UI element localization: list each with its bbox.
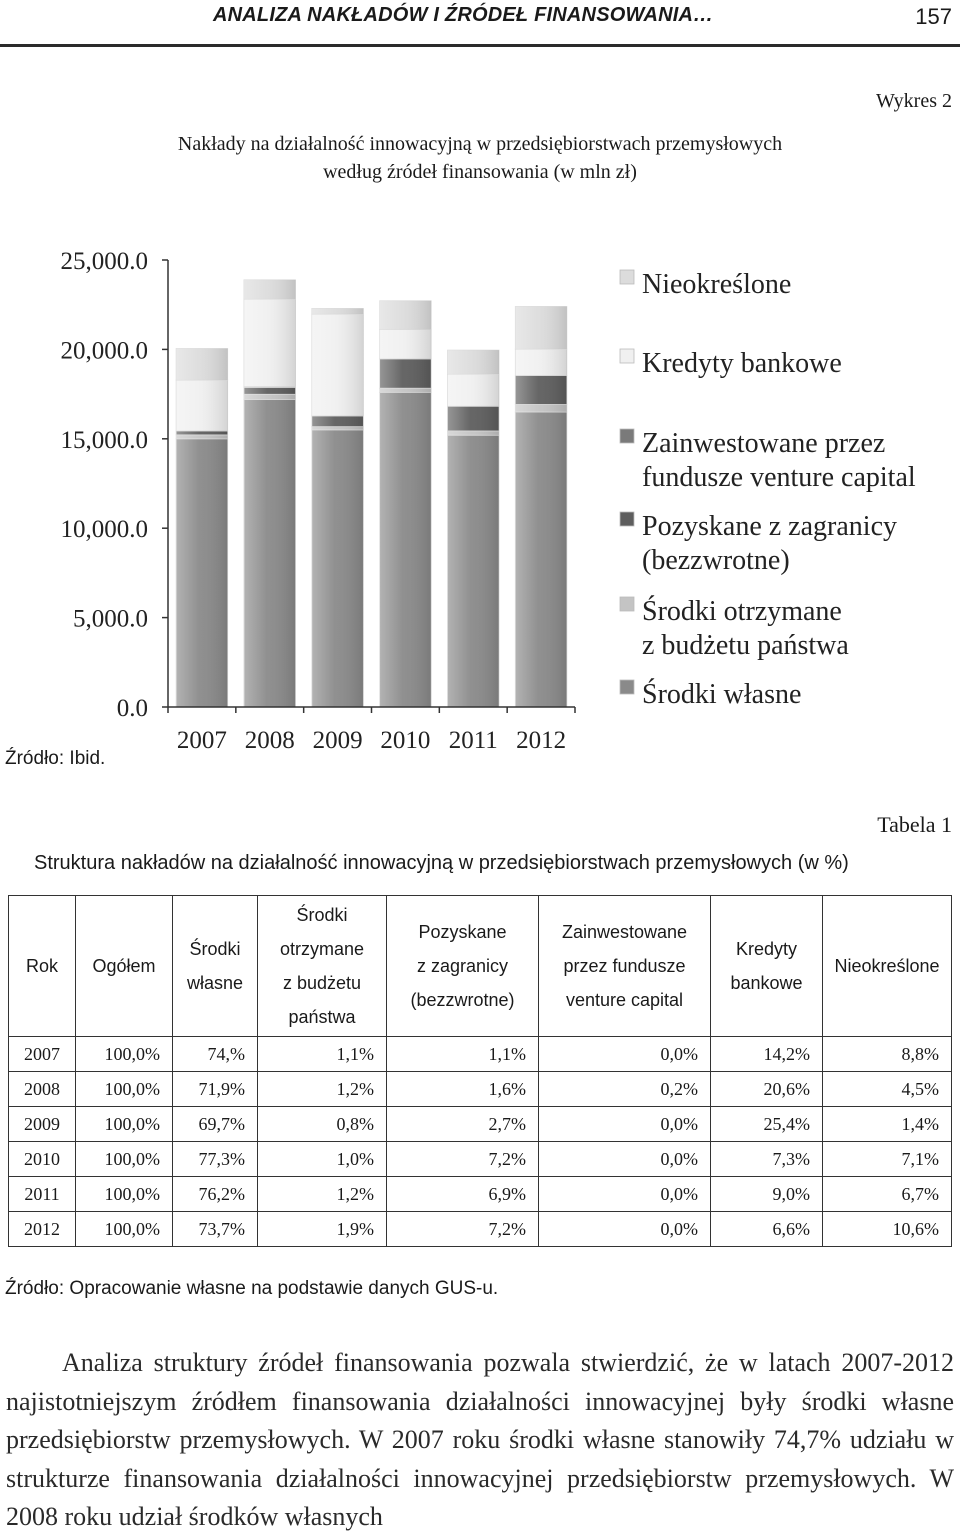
bar-segment-shading bbox=[312, 416, 364, 427]
table-cell-year: 2007 bbox=[9, 1037, 76, 1072]
table-cell: 71,9% bbox=[173, 1072, 258, 1107]
table-title: Struktura nakładów na działalność innowacyjną w przedsiębiorstwach przemysłowych (w %) bbox=[34, 852, 849, 874]
table-cell: 1,6% bbox=[387, 1072, 539, 1107]
table-cell: 100,0% bbox=[76, 1142, 173, 1177]
table-row bbox=[9, 1037, 952, 1072]
legend-label-line: Środki otrzymane bbox=[642, 596, 842, 627]
y-tick-label: 20,000.0 bbox=[60, 337, 148, 365]
table-cell: 1,1% bbox=[258, 1037, 387, 1072]
bar-segment-shading bbox=[244, 399, 296, 707]
table-cell: 100,0% bbox=[76, 1072, 173, 1107]
legend-swatch bbox=[620, 349, 634, 363]
table-cell: 0,2% bbox=[539, 1072, 711, 1107]
table-cell: 77,3% bbox=[173, 1142, 258, 1177]
bar-segment-shading bbox=[447, 406, 499, 431]
y-tick-label: 0.0 bbox=[116, 695, 148, 722]
legend-label bbox=[642, 428, 916, 493]
table-cell: 0,8% bbox=[258, 1107, 387, 1142]
chart-source: Źródło: Ibid. bbox=[5, 748, 106, 769]
bar-segment-shading bbox=[176, 349, 228, 380]
table-cell: 2,7% bbox=[387, 1107, 539, 1142]
bar-segment-shading bbox=[515, 412, 567, 707]
running-header bbox=[0, 0, 960, 50]
body-paragraph: Analiza struktury źródeł finansowania pozwala stwierdzić, że w latach 2007-2012 najistotniejszym źródłem finansowania działalności innowacyjnej były środki własne przedsiębiorstw przemysłowych. W 2007 roku środki własne stanowiły 74,7% udziału w strukturze finansowania działalności innowacyjnej przedsiębiorstw przemysłowych. W 2008 roku udział środków własnych bbox=[6, 1348, 954, 1531]
table-row bbox=[9, 1177, 952, 1212]
bar-segment-shading bbox=[312, 430, 364, 707]
table-row bbox=[9, 1142, 952, 1177]
bar-segment-shading bbox=[312, 427, 364, 430]
legend-label-line: Nieokreślone bbox=[642, 269, 792, 300]
legend-label bbox=[642, 511, 897, 576]
table-cell: 6,6% bbox=[711, 1212, 823, 1247]
table-cell: 9,0% bbox=[711, 1177, 823, 1212]
header-text: otrzymane bbox=[279, 939, 365, 959]
table-cell: 25,4% bbox=[711, 1107, 823, 1142]
page-number: 157 bbox=[915, 4, 952, 29]
chart-title bbox=[0, 130, 960, 186]
table-cell: 1,1% bbox=[387, 1037, 539, 1072]
legend-label bbox=[642, 269, 791, 300]
table-cell: 100,0% bbox=[76, 1037, 173, 1072]
x-tick-label: 2010 bbox=[380, 727, 431, 750]
table-cell: 7,1% bbox=[823, 1142, 952, 1177]
legend-swatch bbox=[620, 270, 634, 284]
stacked-bar-chart bbox=[0, 230, 960, 750]
table-cell: 0,0% bbox=[539, 1037, 711, 1072]
table-cell-year: 2011 bbox=[9, 1177, 76, 1212]
table-cell: 100,0% bbox=[76, 1107, 173, 1142]
bar-segment-shading bbox=[176, 439, 228, 707]
header-text: venture capital bbox=[565, 990, 684, 1010]
header-kredyty bbox=[711, 896, 823, 1037]
table-cell: 1,2% bbox=[258, 1177, 387, 1212]
bar-segment-shading bbox=[176, 431, 228, 435]
bar-segment-shading bbox=[312, 308, 364, 314]
header-srodki-budzet bbox=[258, 896, 387, 1037]
legend-swatch bbox=[620, 512, 634, 526]
legend-swatch bbox=[620, 680, 634, 694]
bar-segment-shading bbox=[176, 435, 228, 439]
bar-segment-shading bbox=[380, 301, 432, 330]
legend-label-line: Pozyskane z zagranicy bbox=[642, 511, 897, 542]
bar-segment-shading bbox=[515, 404, 567, 412]
bar-segment-shading bbox=[244, 394, 296, 399]
legend-label bbox=[642, 348, 842, 379]
legend-label-line: (bezzwrotne) bbox=[642, 545, 790, 576]
bar-segment-shading bbox=[447, 350, 499, 374]
table-cell-year: 2009 bbox=[9, 1107, 76, 1142]
x-tick-label: 2012 bbox=[516, 727, 567, 750]
table-cell-year: 2012 bbox=[9, 1212, 76, 1247]
table-cell: 0,0% bbox=[539, 1142, 711, 1177]
y-tick-label: 15,000.0 bbox=[60, 426, 148, 454]
header-text: przez fundusze bbox=[563, 956, 686, 976]
table-cell: 6,7% bbox=[823, 1177, 952, 1212]
legend-label-line: Środki własne bbox=[642, 679, 802, 710]
bar-segment-shading bbox=[380, 388, 432, 392]
bar-segment-shading bbox=[244, 280, 296, 299]
header-text: Zainwestowane bbox=[561, 922, 688, 942]
header-rule bbox=[0, 44, 960, 47]
table-cell: 8,8% bbox=[823, 1037, 952, 1072]
table-cell: 14,2% bbox=[711, 1037, 823, 1072]
table-cell: 1,9% bbox=[258, 1212, 387, 1247]
table-source: Źródło: Opracowanie własne na podstawie danych GUS-u. bbox=[5, 1278, 499, 1299]
header-nieokreslone: Nieokreślone bbox=[823, 896, 952, 1037]
x-tick-label: 2009 bbox=[312, 727, 363, 750]
table-cell: 69,7% bbox=[173, 1107, 258, 1142]
bar-segment-shading bbox=[515, 376, 567, 405]
table-body bbox=[9, 1037, 952, 1247]
header-text: (bezzwrotne) bbox=[410, 990, 515, 1010]
bar-segment-shading bbox=[380, 329, 432, 359]
chart-title-line-1: Nakłady na działalność innowacyjną w przedsiębiorstwach przemysłowych bbox=[177, 133, 783, 155]
table-cell: 7,2% bbox=[387, 1212, 539, 1247]
x-axis bbox=[168, 707, 575, 750]
table-cell: 7,2% bbox=[387, 1142, 539, 1177]
running-header-title: ANALIZA NAKŁADÓW I ŹRÓDEŁ FINANSOWANIA… bbox=[213, 4, 714, 26]
bar-segment-shading bbox=[380, 392, 432, 707]
table-cell: 76,2% bbox=[173, 1177, 258, 1212]
legend-label-line: Zainwestowane przez bbox=[642, 428, 886, 459]
bar-segment-shading bbox=[515, 306, 567, 349]
table-cell: 1,0% bbox=[258, 1142, 387, 1177]
header-text: z budżetu bbox=[282, 973, 362, 993]
header-venture-capital bbox=[539, 896, 711, 1037]
y-tick-label: 5,000.0 bbox=[73, 605, 148, 633]
table-row bbox=[9, 1107, 952, 1142]
bar-segment-shading bbox=[312, 314, 364, 416]
bar-segment-shading bbox=[447, 431, 499, 435]
table-row bbox=[9, 1072, 952, 1107]
header-text: własne bbox=[186, 973, 244, 993]
header-rok: Rok bbox=[9, 896, 76, 1037]
legend-swatch bbox=[620, 597, 634, 611]
bar-segment-shading bbox=[244, 387, 296, 394]
table-cell: 73,7% bbox=[173, 1212, 258, 1247]
table-cell-year: 2010 bbox=[9, 1142, 76, 1177]
bar-segment-shading bbox=[176, 380, 228, 431]
table-cell: 100,0% bbox=[76, 1212, 173, 1247]
y-tick-label: 25,000.0 bbox=[60, 248, 148, 275]
header-text: Pozyskane bbox=[418, 922, 507, 942]
legend bbox=[620, 269, 916, 710]
header-text: bankowe bbox=[730, 973, 803, 993]
y-axis bbox=[61, 248, 169, 722]
table-cell-year: 2008 bbox=[9, 1072, 76, 1107]
table-cell: 0,0% bbox=[539, 1177, 711, 1212]
chart-label: Wykres 2 bbox=[876, 90, 952, 112]
bar-segment-shading bbox=[447, 435, 499, 707]
table-cell: 100,0% bbox=[76, 1177, 173, 1212]
table-row bbox=[9, 1212, 952, 1247]
bar-segment-shading bbox=[380, 359, 432, 388]
y-tick-label: 10,000.0 bbox=[60, 516, 148, 544]
bar-segment-shading bbox=[244, 299, 296, 387]
header-text: z zagranicy bbox=[416, 956, 509, 976]
bar-segment-shading bbox=[515, 349, 567, 375]
bar-segment-shading bbox=[447, 374, 499, 406]
bars bbox=[176, 280, 567, 707]
table-cell: 74,% bbox=[173, 1037, 258, 1072]
chart-title-line-2: według źródeł finansowania (w mln zł) bbox=[323, 161, 637, 183]
header-text: Kredyty bbox=[735, 939, 798, 959]
table-cell: 4,5% bbox=[823, 1072, 952, 1107]
table-cell: 0,0% bbox=[539, 1212, 711, 1247]
table-cell: 7,3% bbox=[711, 1142, 823, 1177]
header-text: państwa bbox=[288, 1007, 356, 1027]
header-zagranica bbox=[387, 896, 539, 1037]
header-srodki-wlasne bbox=[173, 896, 258, 1037]
legend-label bbox=[642, 596, 849, 661]
table-header-row bbox=[9, 896, 952, 1037]
legend-swatch bbox=[620, 429, 634, 443]
header-ogolem: Ogółem bbox=[76, 896, 173, 1037]
x-tick-label: 2011 bbox=[448, 727, 498, 750]
legend-label-line: z budżetu państwa bbox=[642, 630, 849, 661]
table-cell: 1,4% bbox=[823, 1107, 952, 1142]
header-text: Środki bbox=[296, 905, 348, 925]
table-cell: 1,2% bbox=[258, 1072, 387, 1107]
table-label: Tabela 1 bbox=[877, 812, 952, 837]
table-cell: 10,6% bbox=[823, 1212, 952, 1247]
data-table bbox=[8, 895, 952, 1247]
table-cell: 6,9% bbox=[387, 1177, 539, 1212]
legend-label bbox=[642, 679, 801, 710]
table-cell: 20,6% bbox=[711, 1072, 823, 1107]
legend-label-line: Kredyty bankowe bbox=[642, 348, 842, 379]
legend-label-line: fundusze venture capital bbox=[642, 462, 916, 493]
x-tick-label: 2008 bbox=[244, 727, 295, 750]
header-text: Środki bbox=[189, 939, 241, 959]
x-tick-label: 2007 bbox=[176, 727, 227, 750]
table-cell: 0,0% bbox=[539, 1107, 711, 1142]
